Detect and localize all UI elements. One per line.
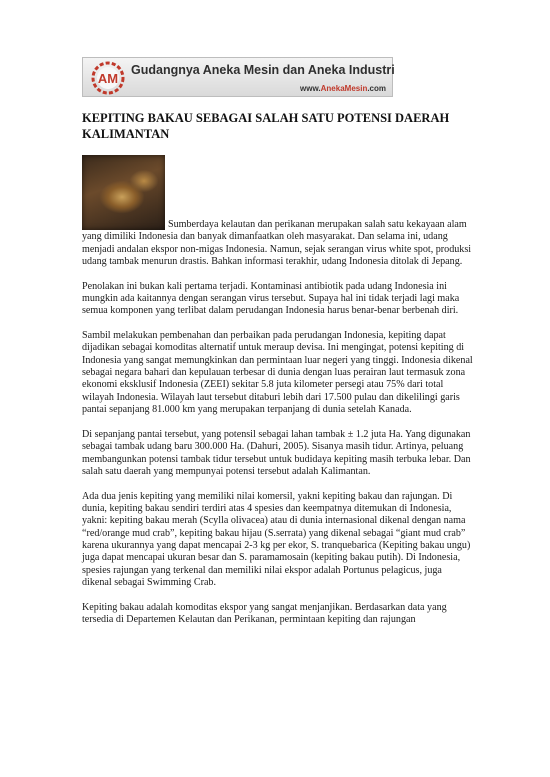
paragraph-3: Sambil melakukan pembenahan dan perbaikan pada perudangan Indonesia, kepiting dapat dijadikan sebagai komoditas alternatif untuk meraup devisa. Ini mengingat, potensi kepiting di Indonesia yang sangat memungkinkan dan permintaan luar negeri yang tinggi. Indonesia dikenal sebagai negara bahari dan kepulauan terbesar di dunia dengan luas perairan laut termasuk zona ekonomi eksklusif Indonesia (ZEEI) sekitar 5.8 juta kilometer persegi atau 75% dari total wilayah Indonesia. Wilayah laut tersebut ditaburi lebih dari 17.500 pulau dan dikelilingi garis pantai sepanjang 81.000 km yang merupakan terpanjang di dunia setelah Kanada. xyxy=(82,330,473,416)
paragraph-2: Penolakan ini bukan kali pertama terjadi. Kontaminasi antibiotik pada udang Indonesia ini mungkin ada kaitannya dengan serangan virus tersebut. Supaya hal ini tidak terjadi lagi maka semua komponen yang terlibat dalam perudangan Indonesia harus benar-benar berbenah diri. xyxy=(82,280,460,317)
article-title: KEPITING BAKAU SEBAGAI SALAH SATU POTENSI DAERAH KALIMANTAN xyxy=(82,111,450,141)
paragraph-4: Di sepanjang pantai tersebut, yang potensil sebagai lahan tambak ± 1.2 juta Ha. Yang digunakan sebagai tambak udang baru 300.000 Ha. (Dahuri, 2005). Sisanya masih tidur. Artinya, peluang membangunkan potensi tambak tidur tersebut untuk budidaya kepiting masih terbuka lebar. Dan salah satu daerah yang mempunyai potensi tersebut adalah Kalimantan. xyxy=(82,428,471,477)
url-suffix: .com xyxy=(367,84,386,93)
paragraph-6: Kepiting bakau adalah komoditas ekspor yang sangat menjanjikan. Berdasarkan data yang tersedia di Departemen Kelautan dan Perikanan, permintaan kepiting dan rajungan xyxy=(82,601,447,625)
banner-url-link[interactable] xyxy=(300,84,386,93)
paragraph-1: Sumberdaya kelautan dan perikanan merupakan salah satu kekayaan alam yang dimiliki Indonesia dan banyak dimanfaatkan oleh masyarakat. Dan selama ini, udang menjadi andalan ekspor non-migas Indonesia. Namun, sejak serangan virus white spot, produksi udang tambak menurun drastis. Bahkan informasi terakhir, udang Indonesia ditolak di Jepang. xyxy=(82,219,472,268)
article-body xyxy=(82,219,474,639)
banner-title: Gudangnya Aneka Mesin dan Aneka Industri xyxy=(131,63,395,77)
site-banner[interactable] xyxy=(82,57,393,97)
paragraph-5: Ada dua jenis kepiting yang memiliki nilai komersil, yakni kepiting bakau dan rajungan. Di dunia, kepiting bakau sendiri terdiri atas 4 spesies dan keempatnya ditemukan di Indonesia, yakni: kepiting bakau merah (Scylla olivacea) atau di dunia internasional dikenal dengan nama “red/orange mud crab”, kepiting bakau hijau (S.serrata) yang dikenal sebagai “giant mud crab” karena ukurannya yang dapat mencapai 2-3 kg per ekor, S. tranquebarica (Kepiting bakau ungu) juga dapat mencapai ukuran besar dan S. paramamosain (kepiting bakau putih). Di Indonesia, spesies rajungan yang terkenal dan memiliki nilai ekspor adalah Portunus pelagicus, juga dikenal sebagai Swimming Crab. xyxy=(82,490,471,588)
logo-text: AM xyxy=(97,71,119,86)
url-prefix: www. xyxy=(300,84,321,93)
anekamesin-logo-icon xyxy=(88,61,128,95)
url-brand: AnekaMesin xyxy=(320,84,368,93)
